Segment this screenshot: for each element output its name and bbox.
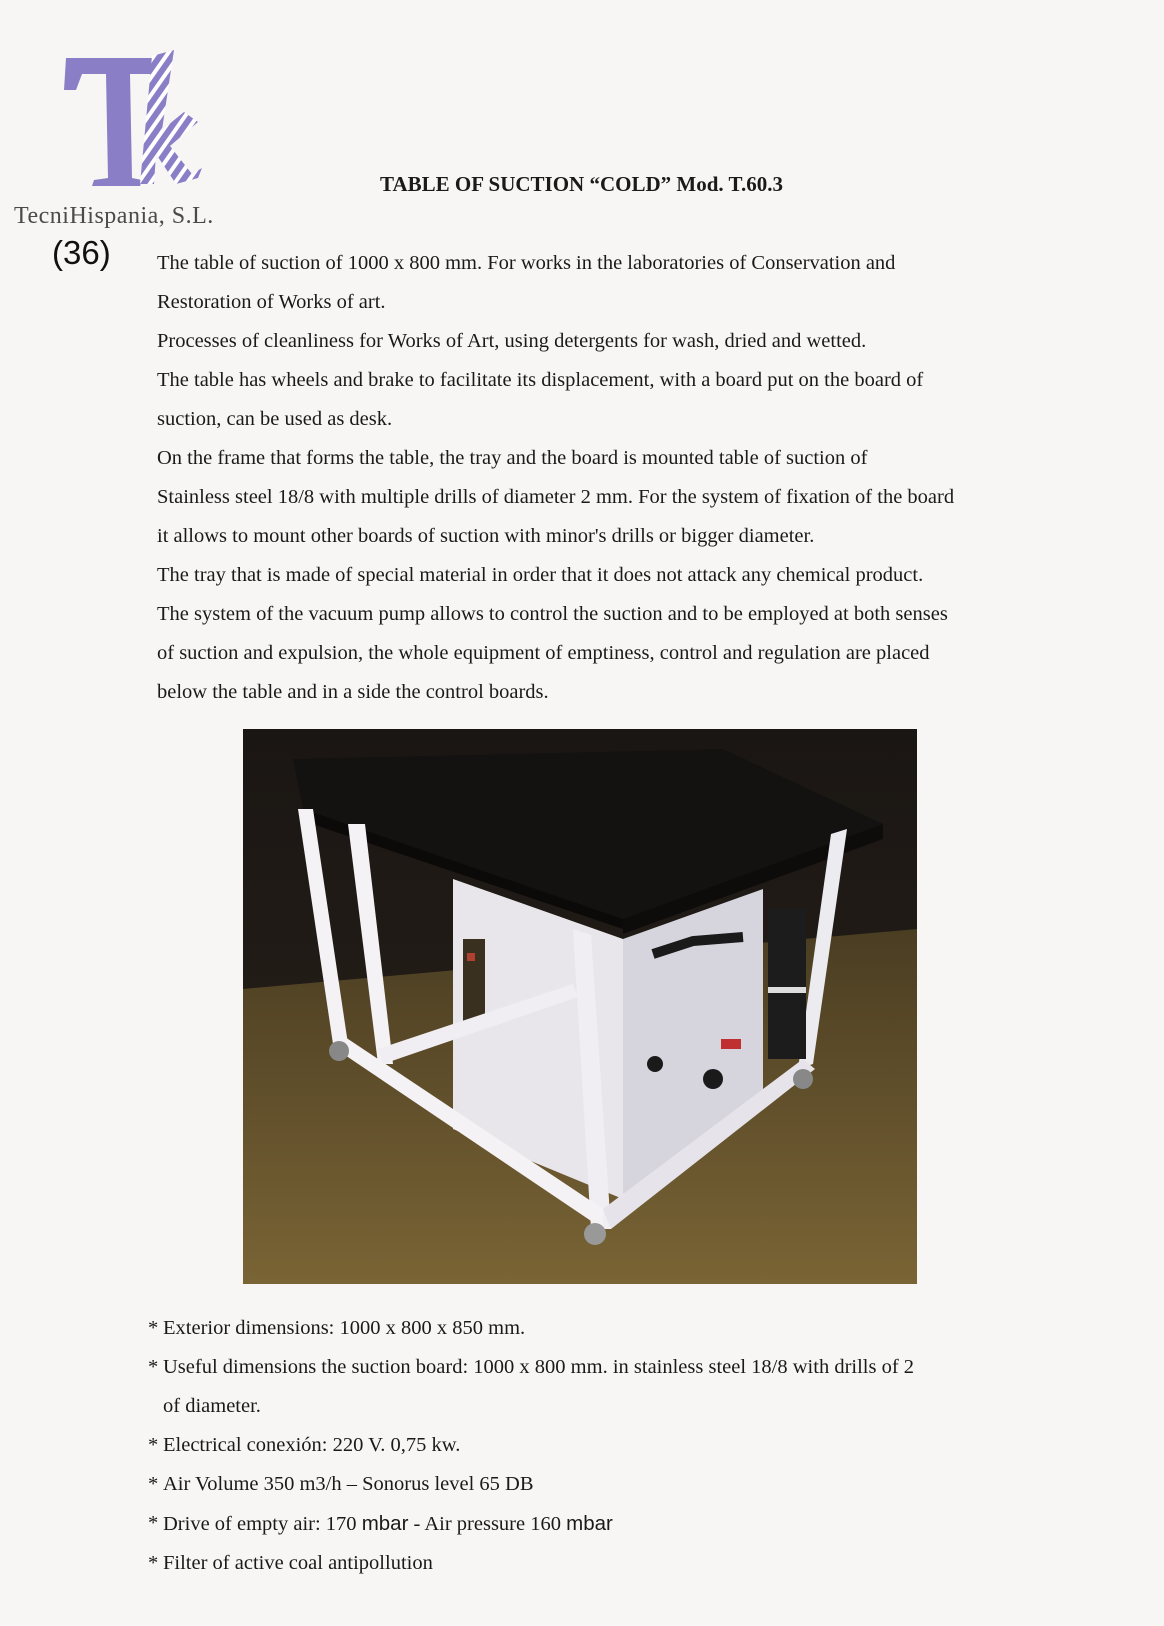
product-photo	[243, 729, 917, 1284]
page-number: (36)	[52, 234, 111, 271]
spec-item	[148, 1504, 1048, 1544]
spec-unit: mbar	[361, 1512, 409, 1535]
spec-bullet: *	[148, 1473, 159, 1495]
body-line: Restoration of Works of art.	[157, 291, 386, 313]
spec-list	[148, 1309, 1048, 1583]
spec-text	[163, 1513, 613, 1535]
description-paragraph	[157, 244, 1057, 712]
body-line: Processes of cleanliness for Works of Art, using detergents for wash, dried and wetted.	[157, 330, 867, 352]
body-line: Stainless steel 18/8 with multiple drills of diameter 2 mm. For the system of fixation of the board	[157, 486, 955, 508]
spec-text: Air Volume 350 m3/h – Sonorus level 65 DB	[163, 1473, 534, 1495]
spec-item	[148, 1465, 1048, 1504]
spec-item	[148, 1348, 1048, 1426]
spec-unit: mbar	[566, 1512, 613, 1535]
body-line: it allows to mount other boards of suction with minor's drills or bigger diameter.	[157, 525, 815, 547]
body-line: The table of suction of 1000 x 800 mm. For works in the laboratories of Conservation and	[157, 252, 896, 274]
body-line: suction, can be used as desk.	[157, 408, 393, 430]
body-line: The table has wheels and brake to facilitate its displacement, with a board put on the board of	[157, 369, 924, 391]
spec-text: Useful dimensions the suction board: 1000 x 800 mm. in stainless steel 18/8 with drills of 2	[163, 1356, 915, 1378]
spec-bullet: *	[148, 1317, 159, 1339]
spec-text-part: - Air pressure 160	[408, 1513, 567, 1535]
spec-text-part: Drive of empty air: 170	[163, 1513, 362, 1535]
spec-bullet: *	[148, 1434, 159, 1456]
body-line: below the table and in a side the control boards.	[157, 681, 549, 703]
body-line: of suction and expulsion, the whole equipment of emptiness, control and regulation are placed	[157, 642, 930, 664]
body-line: The tray that is made of special material in order that it does not attack any chemical product.	[157, 564, 924, 586]
company-logo	[58, 50, 218, 200]
spec-text: Filter of active coal antipollution	[163, 1552, 433, 1574]
document-title: TABLE OF SUCTION “COLD” Mod. T.60.3	[380, 172, 783, 196]
spec-text: Exterior dimensions: 1000 x 800 x 850 mm.	[163, 1317, 526, 1339]
spec-bullet: *	[148, 1356, 159, 1378]
body-line: On the frame that forms the table, the tray and the board is mounted table of suction of	[157, 447, 868, 469]
spec-bullet: *	[148, 1552, 159, 1574]
spec-text-continuation: of diameter.	[163, 1395, 261, 1417]
spec-item	[148, 1426, 1048, 1465]
spec-item	[148, 1544, 1048, 1583]
spec-text: Electrical conexión: 220 V. 0,75 kw.	[163, 1434, 461, 1456]
company-name: TecniHispania, S.L.	[14, 203, 214, 229]
spec-item	[148, 1309, 1048, 1348]
body-line: The system of the vacuum pump allows to control the suction and to be employed at both senses	[157, 603, 948, 625]
spec-bullet: *	[148, 1512, 159, 1534]
